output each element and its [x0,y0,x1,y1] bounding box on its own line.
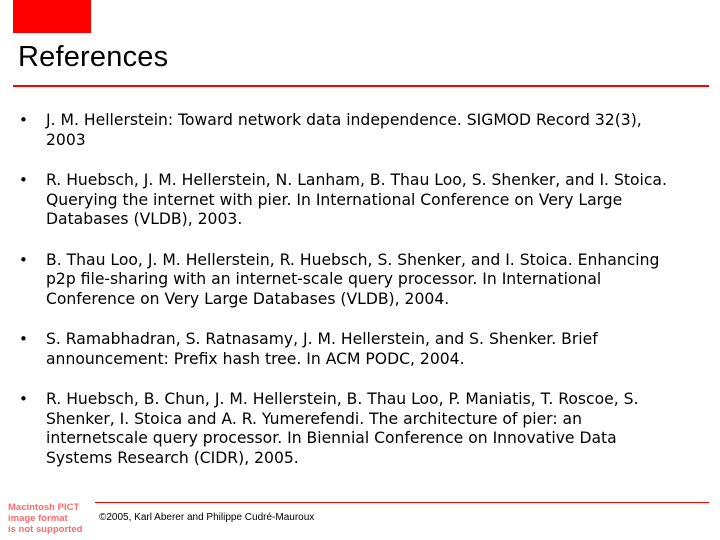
title-accent-block [13,0,91,33]
bullet-icon: • [19,171,28,189]
placeholder-line: is not supported [8,524,83,535]
reference-item [0,330,720,369]
reference-list [0,111,720,489]
footer-copyright: ©2005, Karl Aberer and Philippe Cudré-Mauroux [99,512,315,523]
reference-item [0,171,720,230]
bullet-icon: • [19,111,28,129]
placeholder-line: Macintosh PICT [8,502,80,513]
bullet-icon: • [19,250,28,269]
reference-text: S. Ramabhadran, S. Ratnasamy, J. M. Hellerstein, and S. Shenker. Brief announcement: Prefix hash tree. In ACM PODC, 2004. [46,330,598,368]
reference-item [0,390,720,468]
reference-text: R. Huebsch, B. Chun, J. M. Hellerstein, B. Thau Loo, P. Maniatis, T. Roscoe, S. Shenker, I. Stoica and A. R. Yumerefendi. The architecture of pier: an internetscale query processor. In Biennial Conference on Innovative Data Systems Research (CIDR), 2005. [46,390,639,467]
slide-title: References [18,41,169,73]
reference-item [0,251,720,310]
unsupported-image-placeholder [8,502,94,538]
bullet-icon: • [19,330,28,348]
reference-text: B. Thau Loo, J. M. Hellerstein, R. Huebsch, S. Shenker, and I. Stoica. Enhancing p2p file-sharing with an internet-scale query processor. In International Conference on Very Large Databases (VLDB), 2004. [46,250,660,308]
reference-text: R. Huebsch, J. M. Hellerstein, N. Lanham, B. Thau Loo, S. Shenker, and I. Stoica. Querying the internet with pier. In International Conference on Very Large Databases (VLDB), 2003. [46,171,667,228]
title-divider [13,85,709,87]
reference-text: J. M. Hellerstein: Toward network data independence. SIGMOD Record 32(3), 2003 [46,111,642,149]
bullet-icon: • [19,390,28,408]
footer-divider [95,502,709,503]
placeholder-line: image format [8,513,68,524]
reference-item [0,111,720,150]
